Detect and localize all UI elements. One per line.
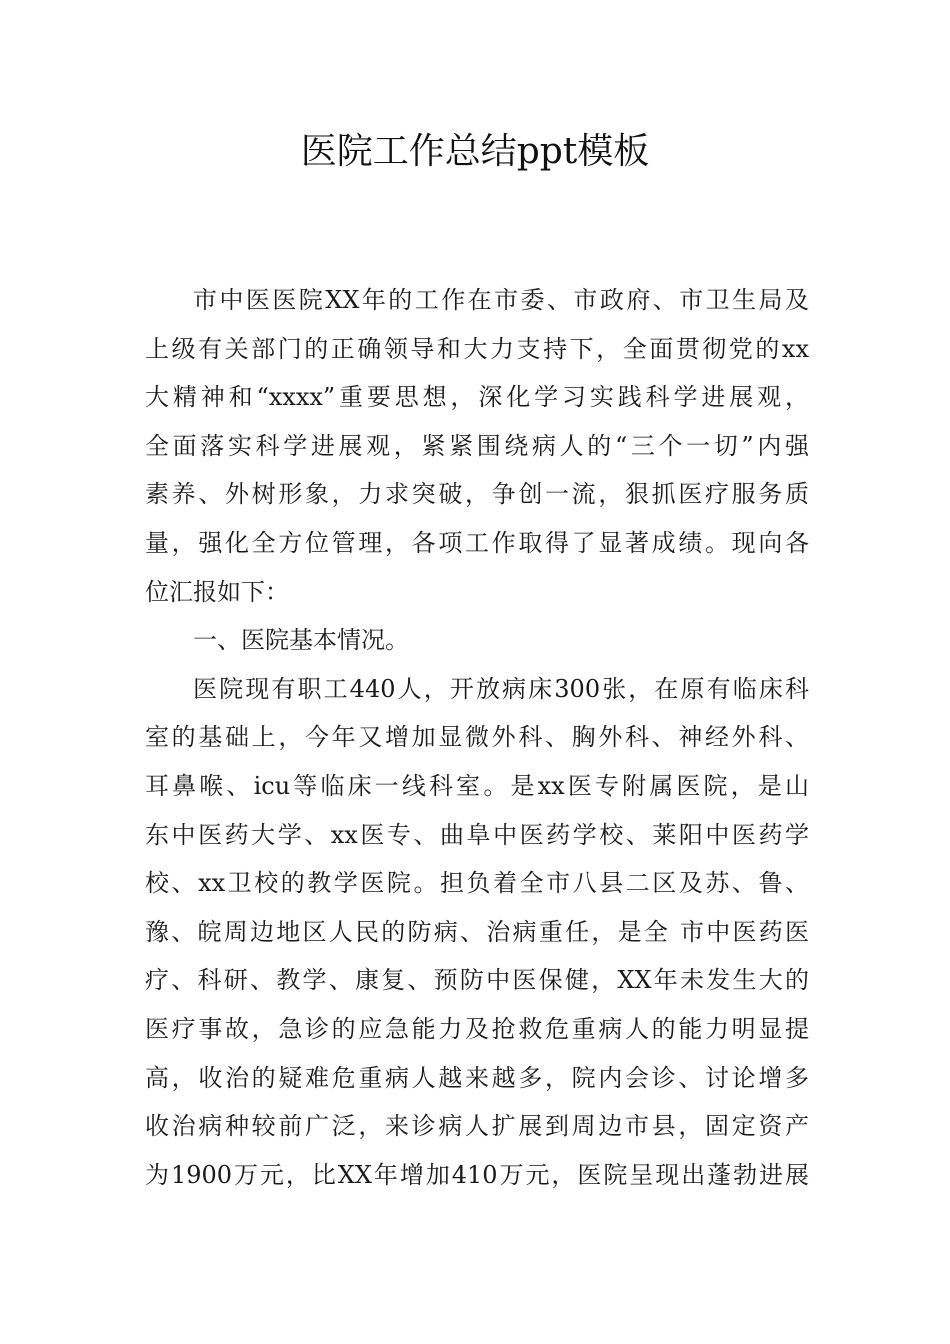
text-line: 医院现有职工440人，开放病床300张，在原有临床科 <box>193 674 809 703</box>
text-line: 高，收治的疑难危重病人越来越多，院内会诊、讨论增多 <box>145 1063 809 1092</box>
text-line: 室的基础上，今年又增加显微外科、胸外科、神经外科、 <box>145 723 809 752</box>
text-line: 市中医医院XX年的工作在市委、市政府、市卫生局及 <box>193 286 809 314</box>
text-line: 东中医药大学、xx医专、曲阜中医药学校、莱阳中医药学 <box>145 820 809 849</box>
text-line: 一、医院基本情况。 <box>193 626 409 655</box>
text-line: 大精神和“xxxx”重要思想，深化学习实践科学进展观， <box>145 383 809 412</box>
text-line: 收治病种较前广泛，来诊病人扩展到周边市县，固定资产 <box>145 1112 809 1141</box>
text-line: 医疗事故，急诊的应急能力及抢救危重病人的能力明显提 <box>145 1014 809 1043</box>
document-title: 医院工作总结ppt模板 <box>300 131 650 172</box>
text-line: 量，强化全方位管理，各项工作取得了显著成绩。现向各 <box>145 528 809 557</box>
text-line: 位汇报如下： <box>145 577 289 606</box>
text-line: 上级有关部门的正确领导和大力支持下，全面贯彻党的xx <box>145 334 809 363</box>
text-line: 疗、科研、教学、康复、预防中医保健，XX年未发生大的 <box>145 966 809 995</box>
text-line: 耳鼻喉、icu等临床一线科室。是xx医专附属医院，是山 <box>145 771 809 800</box>
text-line: 豫、皖周边地区人民的防病、治病重任，是全 市中医药医 <box>145 917 809 946</box>
text-line: 素养、外树形象，力求突破，争创一流，狠抓医疗服务质 <box>145 480 809 509</box>
text-line: 全面落实科学进展观，紧紧围绕病人的“三个一切”内强 <box>145 431 809 460</box>
document-body <box>145 276 809 1199</box>
text-line: 校、xx卫校的教学医院。担负着全市八县二区及苏、鲁、 <box>145 869 809 898</box>
text-line: 为1900万元，比XX年增加410万元，医院呈现出蓬勃进展 <box>145 1160 809 1189</box>
